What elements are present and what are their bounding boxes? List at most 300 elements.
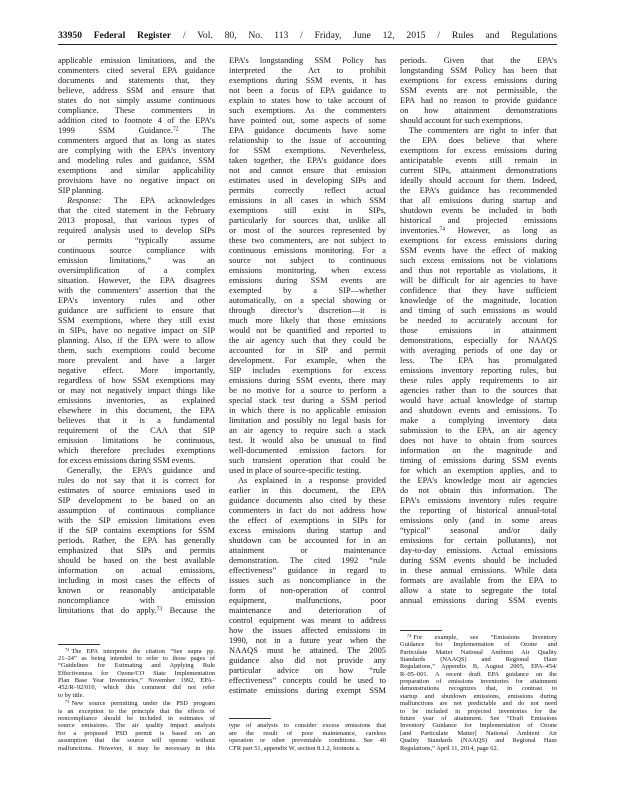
text-line [400,86,557,96]
text-line [400,406,557,416]
run-in-heading: Response: [67,196,102,205]
text-line [58,196,215,206]
header-rule [58,44,557,45]
text-run: emissions inventories, as explained [58,396,215,405]
text-line [58,356,215,366]
text-line [58,456,215,466]
text-run: commenters cited several EPA guidance [58,66,215,75]
text-run: commenters in fact do not address how [229,506,386,515]
footnote-reference: 72 [172,126,179,133]
column-1 [58,56,215,752]
text-line [58,276,215,286]
text-run: excess emissions during startup and [229,526,386,535]
text-line [400,586,557,596]
text-run: information on actual emissions, [58,566,215,575]
footnote-reference: 74 [439,226,446,233]
running-head [58,30,557,42]
text-line [58,56,215,66]
text-run: for excess emissions during SSM events. [58,456,196,465]
text-line [229,96,386,106]
text-run: The commenters are right to infer that [409,126,557,135]
footnote-line [58,648,215,655]
text-run: 452/R–92/010, which this comment did not refer [58,684,215,692]
text-line [400,376,557,386]
text-run: them, such exemptions could become [58,346,215,355]
text-line [58,536,215,546]
text-run: timing of emissions during SSM events [400,456,557,465]
text-run: 1999 SSM Guidance. [58,126,173,135]
text-line [58,346,215,356]
text-run: attainment or maintenance [229,546,386,555]
text-run: EPA’s emissions inventory rules require [400,496,557,505]
text-run: during SSM events should be included [400,556,557,565]
text-run: guidance are sufficient to ensure that [58,306,215,315]
text-line [229,376,386,386]
text-run: “typical” seasonal and/or daily [400,526,557,535]
text-line [229,156,386,166]
footnote-reference: 73 [156,606,163,613]
text-run: However, as long as [445,226,557,235]
text-run: provisions have no negative impact on [58,176,215,185]
text-line [58,96,215,106]
text-run: exemptions for excess emissions during [400,76,557,85]
text-run: explain to states how to take account of [229,96,386,105]
text-run: emission limitations be continuous, [58,436,215,445]
text-run: not and cannot ensure that emission [229,166,386,175]
text-line [229,106,386,116]
text-run: permits correctly reflect actual [229,186,386,195]
text-line [58,296,215,306]
text-run: the EPA’s knowledge most air agencies [400,476,557,485]
text-run: for SSM exemptions. Nevertheless, [229,146,386,155]
text-line [400,166,557,176]
text-run: historical and projected emissions [400,216,557,225]
text-line [58,556,215,566]
text-run: taken together, the EPA’s guidance does [229,156,386,165]
text-line [400,456,557,466]
text-line [229,556,386,566]
text-run: and thus not reportable as violations, it [400,266,557,275]
text-line [229,226,386,236]
text-run: Particulate Matter National Ambient Air Quality [400,648,557,656]
text-line [229,76,386,86]
text-line [400,256,557,266]
footnote-line [58,692,215,699]
text-line [58,286,215,296]
text-run: through director’s discretion—it is [229,306,386,315]
text-run: emissions monitoring, when excess [229,266,386,275]
text-line [229,566,386,576]
footnote-rule [229,718,271,719]
text-run: exempted by a SIP—whether [229,286,386,295]
text-run: exemptions still exist in SIPs, [229,206,386,215]
text-line [58,186,215,196]
text-run: test. It would also be unusual to find [229,436,386,445]
text-run: agencies rather than to the sources that [400,386,557,395]
text-line [229,206,386,216]
text-run: requirement of the CAA that SIP [58,426,215,435]
text-line [229,176,386,186]
text-run: exemptions during SSM events, it has [229,76,386,85]
text-run: effectiveness” concepts could be used to [229,676,386,685]
text-line [58,386,215,396]
text-line [400,96,557,106]
text-line [58,576,215,586]
text-run: regardless of how SSM exemptions may [58,376,215,385]
text-run: be no motive for a source to perform a [229,386,386,395]
text-line [229,476,386,486]
issue-details: / Vol. 80, No. 113 / Friday, June 12, 2015 / Rules and Regulations [182,30,557,41]
footnote-line [400,663,557,670]
text-run: Standards (NAAQS) and Regional Haze [400,655,557,663]
text-run: EPA’s inventory rules and other [58,296,215,305]
text-line [400,196,557,206]
text-run: relationship to the issue of accounting [229,136,386,145]
footnote-line [58,730,215,737]
text-run: startup and shutdown emissions, emissions during [400,692,557,700]
text-line [58,546,215,556]
text-run: documents and statements that, they [58,76,215,85]
text-run: emissions only (and in some areas [400,516,557,525]
footnote-line [229,730,386,737]
text-run: The EPA acknowledges [101,196,215,205]
footnote-line [58,722,215,729]
text-line [400,76,557,86]
text-run: such excess emissions not be violations [400,256,557,265]
text-run: submission to the EPA, an air agency [400,426,557,435]
footnote-line [400,671,557,678]
text-run: how the issues affected emissions in [229,626,386,635]
text-run: As explained in a response provided [238,476,386,485]
footnote-number: 74 [407,632,412,638]
text-run: exemptions for excess emissions during [400,236,557,245]
text-line [58,176,215,186]
text-run: demonstration. The cited 1992 “rule [229,556,386,565]
footnote-line [229,722,386,729]
text-run: emissions inventory reporting rules, but [400,366,557,375]
text-run: form of non-operation of control [229,586,386,595]
text-run: does not have to obtain from sources [400,436,557,445]
text-line [58,216,215,226]
text-line [400,226,557,236]
text-run: the reporting of historical annual-total [400,506,557,515]
text-run: for which an exemption applies, and to [400,466,557,475]
text-run: For example, see “Emissions Inventory [413,633,557,641]
text-run: malfunctions. However, it may be necessary in this [58,744,215,752]
text-line [400,446,557,456]
text-line [229,686,386,696]
text-run: and timing of such emissions as would [400,306,557,315]
text-run: not been a focus of EPA guidance to [229,86,386,95]
text-line [229,296,386,306]
text-run: to be included in projected inventories for the [400,707,557,715]
text-run: anticipatable events still remain in [400,156,557,165]
text-run: shutdown can be accounted for in an [229,536,386,545]
text-run: SSM events are not permissible, the [400,86,557,95]
text-run: limitations that do apply. [58,606,157,615]
text-line [400,56,557,66]
text-run: more prevalent and have a larger [58,356,215,365]
footnote-line [58,708,215,715]
text-run: estimates used in developing SIPs and [229,176,386,185]
text-line [229,606,386,616]
text-run: The [178,126,215,135]
text-run: “Guidelines for Estimating and Applying Rule [58,662,215,670]
text-run: noncompliance with emission [58,596,215,605]
column-3 [400,56,557,752]
text-run: Generally, the EPA’s guidance and [67,466,215,475]
text-run: less. The EPA has promulgated [400,356,557,365]
text-line [400,136,557,146]
text-run: malfunctions are not predictable and do not need [400,700,557,708]
footnote-line [400,737,557,744]
text-run: 2013 proposal, that various types of [58,216,215,225]
text-line [58,86,215,96]
text-line [400,486,557,496]
text-run: used in place of source-specific testing. [229,466,362,475]
text-run: SSM events have the effect of making [400,246,557,255]
text-line [229,616,386,626]
text-line [58,426,215,436]
page-number: 33950 [58,30,82,41]
text-line [400,416,557,426]
footnote [400,634,557,752]
text-line [58,406,215,416]
text-run: SIP development to be based on an [58,496,215,505]
text-line [58,106,215,116]
text-run: noncompliance should be included in estimates of [58,715,215,723]
text-run: EPA guidance documents have some [229,126,386,135]
text-line [229,666,386,676]
text-line [400,366,557,376]
footnote-line [58,700,215,707]
text-run: Effectiveness for Ozone/CO State Implementation [58,669,215,677]
text-line [400,496,557,506]
text-line [400,266,557,276]
text-line [400,356,557,366]
text-run: type of analysis to consider excess emissions that [229,722,386,730]
text-line [58,316,215,326]
text-run: these rules apply requirements to air [400,376,557,385]
text-run: those emissions in attainment [400,326,557,335]
footnote-number: 72 [65,646,70,652]
footnotes [58,644,215,752]
text-run: Quality Standards (NAAQS) and Regional Haze [400,737,557,745]
text-line [58,436,215,446]
text-line [400,106,557,116]
text-run: EPA’s longstanding SSM Policy has [229,56,386,65]
text-run: effectiveness” guidance in regard to [229,566,386,575]
text-run: The EPA interprets the citation “See supra pp. [71,647,215,655]
text-line [229,526,386,536]
footnote [229,722,386,752]
text-line [400,396,557,406]
text-line [229,536,386,546]
text-run: with the SIP emission limitations even [58,516,215,525]
text-run: particular advice on how “rule [229,666,386,675]
text-run: addition cited to footnote 4 of the EPA’s [58,116,215,125]
footnotes [400,630,557,752]
text-run: 21–24” as being intended to refer to those pages of [58,654,215,662]
text-line [229,366,386,376]
text-line [229,636,386,646]
text-run: SIP includes exemptions for excess [229,366,386,375]
text-run: or may not negatively impact things like [58,386,215,395]
text-run: compliance. These commenters in [58,106,215,115]
text-line [229,406,386,416]
text-line [400,286,557,296]
text-run: continuous source compliance with [58,246,215,255]
text-run: situation. However, the EPA disagrees [58,276,215,285]
text-line [229,346,386,356]
text-run: CFR part 51, appendix W, section 8.1.2, footnote a. [229,744,361,752]
text-run: emission limitations,” was an [58,256,215,265]
text-run: that the cited statement in the February [58,206,215,215]
text-run: commenters argued that as long as states [58,136,215,145]
text-line [58,496,215,506]
text-run: periods. Given that the EPA’s [400,56,557,65]
text-line [58,166,215,176]
column-body [229,56,386,696]
footnote-line [400,693,557,700]
text-line [229,676,386,686]
text-line [229,656,386,666]
text-line [400,176,557,186]
text-run: an air agency to require such a stack [229,426,386,435]
text-line [400,276,557,286]
text-run: preparation of emissions inventories for attainment [400,678,557,686]
text-line [400,546,557,556]
text-run: information on the magnitude and [400,446,557,455]
text-run: source not subject to continuous [229,256,386,265]
footnote-line [400,722,557,729]
text-line [58,326,215,336]
text-line [229,466,386,476]
text-line [58,586,215,596]
text-line [400,576,557,586]
text-run: believe, address SSM and ensure that [58,86,215,95]
text-run: be needed to accurately account for [400,316,557,325]
paragraph [58,56,215,196]
text-line [58,226,215,236]
text-line [400,326,557,336]
paragraph [58,466,215,616]
text-line [400,296,557,306]
text-line [229,116,386,126]
text-line [229,356,386,366]
text-run: confidence that they have sufficient [400,286,557,295]
text-run: exemptions and similar applicability [58,166,215,175]
text-line [229,576,386,586]
text-run: Inventory Guidance for Implementation of Ozone [400,722,557,730]
text-run: with the commenters’ assertion that the [58,286,215,295]
text-run: to by title. [58,691,85,699]
text-run: Regulations,” April 11, 2014, page 62. [400,744,499,752]
text-line [58,476,215,486]
text-run: assumption that the source will operate without [58,737,215,745]
text-line [229,326,386,336]
text-run: oversimplification of a complex [58,266,215,275]
text-line [400,346,557,356]
text-run: SSM exemptions, where they still exist [58,316,215,325]
text-line [229,436,386,446]
publication-title: Federal Register [93,30,172,41]
text-run: the air agency such that they could be [229,336,386,345]
text-line [400,336,557,346]
text-line [400,306,557,316]
text-line [229,646,386,656]
text-line [58,466,215,476]
text-line [229,336,386,346]
footnote-line [400,678,557,685]
text-line [400,186,557,196]
text-run: and modeling rules and guidance, SSM [58,156,215,165]
text-run: New source permitting under the PSD program [71,700,215,708]
footnote-line [400,649,557,656]
text-line [58,156,215,166]
text-run: assumption of continuous compliance [58,506,215,515]
text-line [229,146,386,156]
text-line [400,426,557,436]
text-line [229,386,386,396]
text-run: emphasized that SIPs and permits [58,546,215,555]
column-2 [229,56,386,752]
text-line [58,596,215,606]
text-line [229,596,386,606]
text-run: annual emissions during SSM events [400,596,557,605]
footnote-line [58,715,215,722]
text-run: [and Particulate Matter] National Ambient Air [400,729,557,737]
text-line [400,126,557,136]
text-run: Guidance for Implementation of Ozone and [400,641,557,649]
text-line [58,116,215,126]
text-run: if the SIP contains exemptions for SSM [58,526,215,535]
text-line [58,136,215,146]
text-run: with averaging periods of one day or [400,346,557,355]
text-line [58,396,215,406]
text-run: negative effect. More importantly, [58,366,215,375]
text-run: accounted for in SIP and permit [229,346,386,355]
text-run: are the result of poor maintenance, careless [229,729,386,737]
text-line [229,136,386,146]
footnote-line [58,737,215,744]
text-run: estimate emissions during exempt SSM [229,686,386,695]
text-run: Because the [162,606,216,615]
text-line [229,186,386,196]
text-line [58,146,215,156]
text-line [58,266,215,276]
text-line [229,126,386,136]
footnote-rule [58,644,100,645]
text-line [229,316,386,326]
text-run: make a complying inventory data [400,416,557,425]
text-run: such exemptions. As the commenters [229,106,386,115]
footnotes [229,718,386,752]
text-run: equipment, malfunctions, poor [229,596,386,605]
text-run: these two commenters, are not subject to [229,236,386,245]
text-line [229,266,386,276]
footnote-line [400,708,557,715]
text-line [400,526,557,536]
text-run: in SIPs, have no negative impact on SIP [58,326,215,335]
text-run: guidance also did not provide any [229,656,386,665]
text-run: longstanding SSM Policy has been that [400,66,557,75]
text-line [229,416,386,426]
text-run: limitation and possibly no legal basis for [229,416,386,425]
text-run: believes that it is a fundamental [58,416,215,425]
text-run: and shutdown events and emissions. To [400,406,557,415]
text-line [229,626,386,636]
